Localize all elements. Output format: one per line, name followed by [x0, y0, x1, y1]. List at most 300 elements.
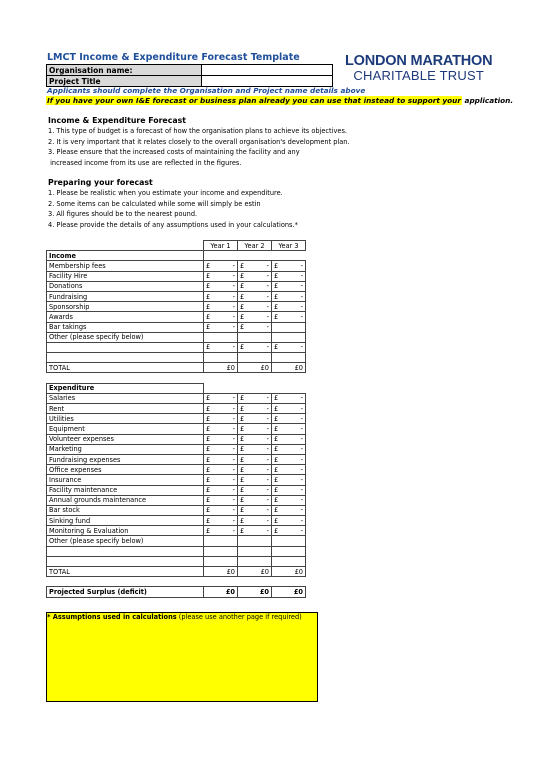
amount-cell[interactable] — [238, 271, 272, 281]
surplus-value: £0 — [272, 587, 306, 597]
amount-dash: - — [266, 526, 269, 535]
amount-cell[interactable] — [238, 516, 272, 526]
currency-symbol: £ — [206, 506, 211, 515]
income-label: Sponsorship — [47, 302, 204, 312]
expenditure-row — [47, 465, 306, 475]
blank-cell — [272, 353, 306, 363]
amount-dash: - — [266, 486, 269, 495]
amount-cell[interactable] — [204, 465, 238, 475]
amount-dash: - — [266, 516, 269, 525]
amount-cell[interactable] — [272, 261, 306, 271]
income-heading-row — [47, 251, 306, 261]
amount-dash: - — [232, 424, 235, 433]
currency-symbol: £ — [206, 475, 211, 484]
project-title-label: Project Title — [47, 76, 202, 87]
amount-cell[interactable] — [204, 516, 238, 526]
currency-symbol: £ — [240, 272, 245, 281]
expenditure-row — [47, 414, 306, 424]
amount-dash: - — [266, 465, 269, 474]
business-plan-note — [46, 96, 513, 105]
amount-dash: - — [232, 272, 235, 281]
amount-dash: - — [300, 282, 303, 291]
logo-line-2: CHARITABLE TRUST — [353, 68, 484, 83]
amount-dash: - — [232, 465, 235, 474]
currency-symbol: £ — [240, 323, 245, 332]
expenditure-row — [47, 444, 306, 454]
blank-cell — [47, 546, 204, 556]
blank-cell[interactable] — [47, 342, 204, 352]
amount-cell[interactable] — [204, 261, 238, 271]
amount-cell[interactable] — [272, 271, 306, 281]
currency-symbol: £ — [274, 292, 279, 301]
amount-cell[interactable] — [272, 342, 306, 352]
currency-symbol: £ — [240, 475, 245, 484]
amount-dash: - — [266, 343, 269, 352]
currency-symbol: £ — [240, 404, 245, 413]
amount-cell[interactable] — [204, 424, 238, 434]
income-label: Donations — [47, 281, 204, 291]
currency-symbol: £ — [206, 435, 211, 444]
amount-cell[interactable] — [204, 414, 238, 424]
currency-symbol: £ — [206, 486, 211, 495]
amount-dash: - — [232, 435, 235, 444]
prep-line: 2. Some items can be calculated while some will simply be estin — [48, 199, 261, 208]
amount-dash: - — [232, 455, 235, 464]
year-header: Year 1 — [204, 241, 238, 251]
expenditure-row — [47, 404, 306, 414]
blank-cell[interactable] — [204, 332, 238, 342]
amount-dash: - — [300, 435, 303, 444]
amount-cell[interactable] — [272, 516, 306, 526]
expenditure-label: Fundraising expenses — [47, 454, 204, 464]
expenditure-row — [47, 475, 306, 485]
other-expenditure-label: Other (please specify below) — [47, 536, 204, 546]
currency-symbol: £ — [240, 526, 245, 535]
currency-symbol: £ — [240, 302, 245, 311]
currency-symbol: £ — [274, 312, 279, 321]
amount-cell[interactable] — [204, 312, 238, 322]
blank-cell — [204, 577, 238, 587]
amount-dash: - — [266, 424, 269, 433]
header-blank — [47, 241, 204, 251]
currency-symbol: £ — [240, 435, 245, 444]
blank-cell — [272, 373, 306, 383]
expenditure-row — [47, 526, 306, 536]
amount-cell[interactable] — [272, 414, 306, 424]
ie-line: 1. This type of budget is a forecast of how the organisation plans to achieve its objectives. — [48, 127, 347, 135]
blank-cell — [272, 383, 306, 393]
expenditure-heading-row — [47, 383, 306, 393]
expenditure-label: Marketing — [47, 444, 204, 454]
currency-symbol: £ — [206, 261, 211, 270]
amount-dash: - — [300, 465, 303, 474]
amount-dash: - — [232, 404, 235, 413]
income-label: Facility Hire — [47, 271, 204, 281]
expenditure-total-value: £0 — [238, 567, 272, 577]
amount-cell[interactable] — [204, 291, 238, 301]
amount-cell[interactable] — [238, 261, 272, 271]
amount-cell[interactable] — [238, 281, 272, 291]
amount-cell[interactable] — [238, 454, 272, 464]
spacer-row — [47, 556, 306, 566]
amount-dash: - — [300, 312, 303, 321]
surplus-value: £0 — [238, 587, 272, 597]
amount-cell[interactable] — [272, 454, 306, 464]
amount-dash: - — [266, 455, 269, 464]
prep-line: 4. Please provide the details of any assumptions used in your calculations.* — [48, 220, 298, 229]
amount-dash: - — [300, 516, 303, 525]
blank-cell[interactable] — [238, 536, 272, 546]
currency-symbol: £ — [274, 272, 279, 281]
currency-symbol: £ — [274, 261, 279, 270]
blank-cell[interactable] — [204, 536, 238, 546]
amount-cell[interactable] — [204, 505, 238, 515]
income-label: Fundraising — [47, 291, 204, 301]
amount-dash: - — [300, 394, 303, 403]
amount-cell[interactable] — [204, 444, 238, 454]
amount-cell[interactable] — [204, 322, 238, 332]
amount-dash: - — [266, 414, 269, 423]
amount-cell[interactable] — [238, 322, 272, 332]
income-total-value: £0 — [204, 363, 238, 373]
currency-symbol: £ — [206, 496, 211, 505]
year-header: Year 3 — [272, 241, 306, 251]
other-expenditure-row — [47, 536, 306, 546]
expenditure-total-label: TOTAL — [47, 567, 204, 577]
currency-symbol: £ — [206, 414, 211, 423]
currency-symbol: £ — [274, 435, 279, 444]
currency-symbol: £ — [274, 394, 279, 403]
amount-cell[interactable] — [204, 404, 238, 414]
amount-cell[interactable] — [238, 342, 272, 352]
expenditure-row — [47, 516, 306, 526]
amount-cell[interactable] — [272, 424, 306, 434]
amount-dash: - — [266, 404, 269, 413]
project-title-field[interactable] — [202, 76, 333, 87]
amount-dash: - — [300, 424, 303, 433]
ie-instructions — [48, 126, 350, 168]
amount-cell[interactable] — [238, 404, 272, 414]
expenditure-row — [47, 485, 306, 495]
other-income-row — [47, 332, 306, 342]
prep-heading: Preparing your forecast — [48, 178, 153, 187]
surplus-row — [47, 587, 306, 597]
spacer-row — [47, 353, 306, 363]
expenditure-label: Annual grounds maintenance — [47, 495, 204, 505]
amount-cell[interactable] — [204, 302, 238, 312]
amount-dash: - — [300, 486, 303, 495]
blank-cell[interactable] — [272, 332, 306, 342]
amount-cell[interactable] — [204, 526, 238, 536]
amount-dash: - — [232, 282, 235, 291]
blank-cell — [47, 577, 204, 587]
amount-cell[interactable] — [238, 424, 272, 434]
currency-symbol: £ — [274, 424, 279, 433]
income-row — [47, 281, 306, 291]
currency-symbol: £ — [274, 526, 279, 535]
blank-cell[interactable] — [238, 332, 272, 342]
currency-symbol: £ — [274, 496, 279, 505]
income-row — [47, 302, 306, 312]
currency-symbol: £ — [206, 323, 211, 332]
currency-symbol: £ — [240, 414, 245, 423]
currency-symbol: £ — [206, 282, 211, 291]
amount-cell[interactable] — [238, 485, 272, 495]
blank-cell — [272, 251, 306, 261]
amount-cell[interactable] — [238, 444, 272, 454]
amount-cell[interactable] — [272, 434, 306, 444]
amount-cell[interactable] — [238, 414, 272, 424]
amount-cell[interactable] — [204, 495, 238, 505]
currency-symbol: £ — [274, 302, 279, 311]
expenditure-label: Utilities — [47, 414, 204, 424]
expenditure-row — [47, 424, 306, 434]
amount-dash: - — [232, 312, 235, 321]
blank-cell — [238, 577, 272, 587]
amount-cell[interactable] — [238, 495, 272, 505]
amount-cell[interactable] — [238, 465, 272, 475]
amount-dash: - — [266, 282, 269, 291]
amount-dash: - — [300, 261, 303, 270]
logo-line-1: LONDON MARATHON — [345, 53, 493, 69]
amount-dash: - — [232, 506, 235, 515]
currency-symbol: £ — [206, 445, 211, 454]
blank-cell — [238, 383, 272, 393]
amount-cell[interactable] — [238, 505, 272, 515]
expenditure-heading: Expenditure — [47, 383, 204, 393]
blank-cell — [238, 353, 272, 363]
currency-symbol: £ — [240, 312, 245, 321]
amount-cell[interactable] — [272, 475, 306, 485]
spacer-row — [47, 577, 306, 587]
blank-cell — [204, 353, 238, 363]
currency-symbol: £ — [240, 424, 245, 433]
expenditure-label: Bar stock — [47, 505, 204, 515]
amount-dash: - — [300, 302, 303, 311]
amount-dash: - — [266, 496, 269, 505]
other-income-values — [47, 342, 306, 352]
year-header: Year 2 — [238, 241, 272, 251]
expenditure-row — [47, 454, 306, 464]
currency-symbol: £ — [206, 404, 211, 413]
amount-dash: - — [300, 445, 303, 454]
instruction-note: Applicants should complete the Organisation and Project name details above — [47, 86, 366, 95]
highlighted-note: If you have your own I&E forecast or business plan already you can use that instead to support your — [47, 96, 461, 105]
amount-dash: - — [300, 475, 303, 484]
organisation-name-field[interactable] — [202, 65, 333, 76]
currency-symbol: £ — [240, 261, 245, 270]
amount-cell[interactable] — [272, 485, 306, 495]
currency-symbol: £ — [206, 292, 211, 301]
amount-dash: - — [266, 292, 269, 301]
ie-heading: Income & Expenditure Forecast — [48, 116, 186, 125]
note-tail: application. — [461, 96, 514, 105]
prep-instructions — [48, 188, 298, 230]
ie-line: 3. Please ensure that the increased costs of maintaining the facility and any — [48, 148, 300, 157]
blank-cell — [272, 556, 306, 566]
amount-cell[interactable] — [272, 404, 306, 414]
currency-symbol: £ — [206, 394, 211, 403]
amount-dash: - — [266, 394, 269, 403]
prep-line: 1. Please be realistic when you estimate your income and expenditure. — [48, 189, 283, 197]
amount-cell[interactable] — [238, 312, 272, 322]
blank-cell — [238, 251, 272, 261]
amount-dash: - — [232, 496, 235, 505]
blank-cell — [47, 353, 204, 363]
blank-cell — [272, 577, 306, 587]
amount-cell[interactable] — [238, 475, 272, 485]
amount-dash: - — [266, 506, 269, 515]
currency-symbol: £ — [274, 465, 279, 474]
currency-symbol: £ — [206, 272, 211, 281]
currency-symbol: £ — [274, 506, 279, 515]
amount-dash: - — [300, 272, 303, 281]
amount-dash: - — [266, 445, 269, 454]
assumptions-hint: (please use another page if required) — [176, 613, 302, 621]
blank-cell[interactable] — [272, 536, 306, 546]
amount-cell[interactable] — [272, 281, 306, 291]
amount-dash: - — [232, 292, 235, 301]
year-header-row — [47, 241, 306, 251]
currency-symbol: £ — [206, 312, 211, 321]
currency-symbol: £ — [240, 465, 245, 474]
amount-dash: - — [300, 506, 303, 515]
expenditure-label: Office expenses — [47, 465, 204, 475]
currency-symbol: £ — [274, 475, 279, 484]
amount-cell[interactable] — [272, 393, 306, 403]
ie-line: increased income from its use are reflected in the figures. — [48, 158, 242, 167]
expenditure-label: Insurance — [47, 475, 204, 485]
income-row — [47, 271, 306, 281]
amount-dash: - — [266, 261, 269, 270]
expenditure-label: Equipment — [47, 424, 204, 434]
surplus-value: £0 — [204, 587, 238, 597]
currency-symbol: £ — [274, 282, 279, 291]
amount-cell[interactable] — [204, 393, 238, 403]
amount-cell[interactable] — [272, 505, 306, 515]
expenditure-label: Sinking fund — [47, 516, 204, 526]
amount-dash: - — [232, 516, 235, 525]
currency-symbol: £ — [274, 404, 279, 413]
organisation-name-label: Organisation name: — [47, 65, 202, 76]
income-row — [47, 291, 306, 301]
amount-cell[interactable] — [238, 434, 272, 444]
currency-symbol: £ — [240, 282, 245, 291]
amount-cell[interactable] — [204, 281, 238, 291]
amount-cell[interactable] — [272, 312, 306, 322]
income-total-value: £0 — [238, 363, 272, 373]
blank-cell — [204, 556, 238, 566]
amount-cell[interactable] — [238, 393, 272, 403]
currency-symbol: £ — [240, 516, 245, 525]
income-total-value: £0 — [272, 363, 306, 373]
blank-cell — [204, 373, 238, 383]
header-fields — [46, 64, 333, 87]
amount-cell[interactable] — [272, 465, 306, 475]
amount-dash: - — [266, 323, 269, 332]
amount-cell[interactable] — [238, 291, 272, 301]
income-label: Membership fees — [47, 261, 204, 271]
amount-cell[interactable] — [204, 454, 238, 464]
forecast-table — [46, 240, 306, 598]
amount-cell[interactable] — [272, 526, 306, 536]
expenditure-label: Monitoring & Evaluation — [47, 526, 204, 536]
other-income-label: Other (please specify below) — [47, 332, 204, 342]
amount-cell[interactable] — [238, 302, 272, 312]
income-total-label: TOTAL — [47, 363, 204, 373]
assumptions-title: * Assumptions used in calculations — [47, 613, 177, 621]
expenditure-label: Volunteer expenses — [47, 434, 204, 444]
spacer-row — [47, 373, 306, 383]
amount-cell[interactable] — [272, 322, 306, 332]
amount-cell[interactable] — [272, 444, 306, 454]
currency-symbol: £ — [240, 445, 245, 454]
income-row — [47, 322, 306, 332]
amount-cell[interactable] — [204, 271, 238, 281]
amount-cell[interactable] — [272, 291, 306, 301]
currency-symbol: £ — [240, 394, 245, 403]
expenditure-row — [47, 434, 306, 444]
amount-dash: - — [232, 302, 235, 311]
expenditure-total-value: £0 — [272, 567, 306, 577]
expenditure-total-value: £0 — [204, 567, 238, 577]
amount-dash: - — [232, 323, 235, 332]
blank-cell — [238, 556, 272, 566]
amount-cell[interactable] — [272, 302, 306, 312]
income-row — [47, 261, 306, 271]
amount-dash: - — [232, 526, 235, 535]
amount-cell[interactable] — [204, 342, 238, 352]
prep-line: 3. All figures should be to the nearest pound. — [48, 210, 198, 219]
expenditure-label: Salaries — [47, 393, 204, 403]
amount-dash: - — [300, 414, 303, 423]
amount-dash: - — [232, 394, 235, 403]
amount-dash: - — [300, 343, 303, 352]
amount-dash: - — [266, 312, 269, 321]
blank-cell — [238, 373, 272, 383]
amount-dash: - — [232, 475, 235, 484]
amount-dash: - — [300, 496, 303, 505]
amount-dash: - — [266, 302, 269, 311]
amount-cell[interactable] — [204, 485, 238, 495]
currency-symbol: £ — [206, 343, 211, 352]
expenditure-row — [47, 393, 306, 403]
expenditure-label: Facility maintenance — [47, 485, 204, 495]
amount-dash: - — [232, 445, 235, 454]
amount-dash: - — [300, 292, 303, 301]
expenditure-row — [47, 495, 306, 505]
amount-cell[interactable] — [204, 475, 238, 485]
amount-cell[interactable] — [238, 526, 272, 536]
currency-symbol: £ — [206, 465, 211, 474]
amount-cell[interactable] — [204, 434, 238, 444]
amount-cell[interactable] — [272, 495, 306, 505]
page-title: LMCT Income & Expenditure Forecast Template — [47, 52, 300, 63]
assumptions-box[interactable] — [46, 612, 318, 702]
income-row — [47, 312, 306, 322]
spacer-row — [47, 546, 306, 556]
blank-cell — [238, 546, 272, 556]
currency-symbol: £ — [274, 486, 279, 495]
amount-dash: - — [232, 414, 235, 423]
income-total-row — [47, 363, 306, 373]
income-label: Awards — [47, 312, 204, 322]
ie-line: 2. It is very important that it relates closely to the overall organisation's development plan. — [48, 137, 350, 146]
expenditure-total-row — [47, 567, 306, 577]
amount-dash: - — [300, 404, 303, 413]
income-label: Bar takings — [47, 322, 204, 332]
surplus-label: Projected Surplus (deficit) — [47, 587, 204, 597]
